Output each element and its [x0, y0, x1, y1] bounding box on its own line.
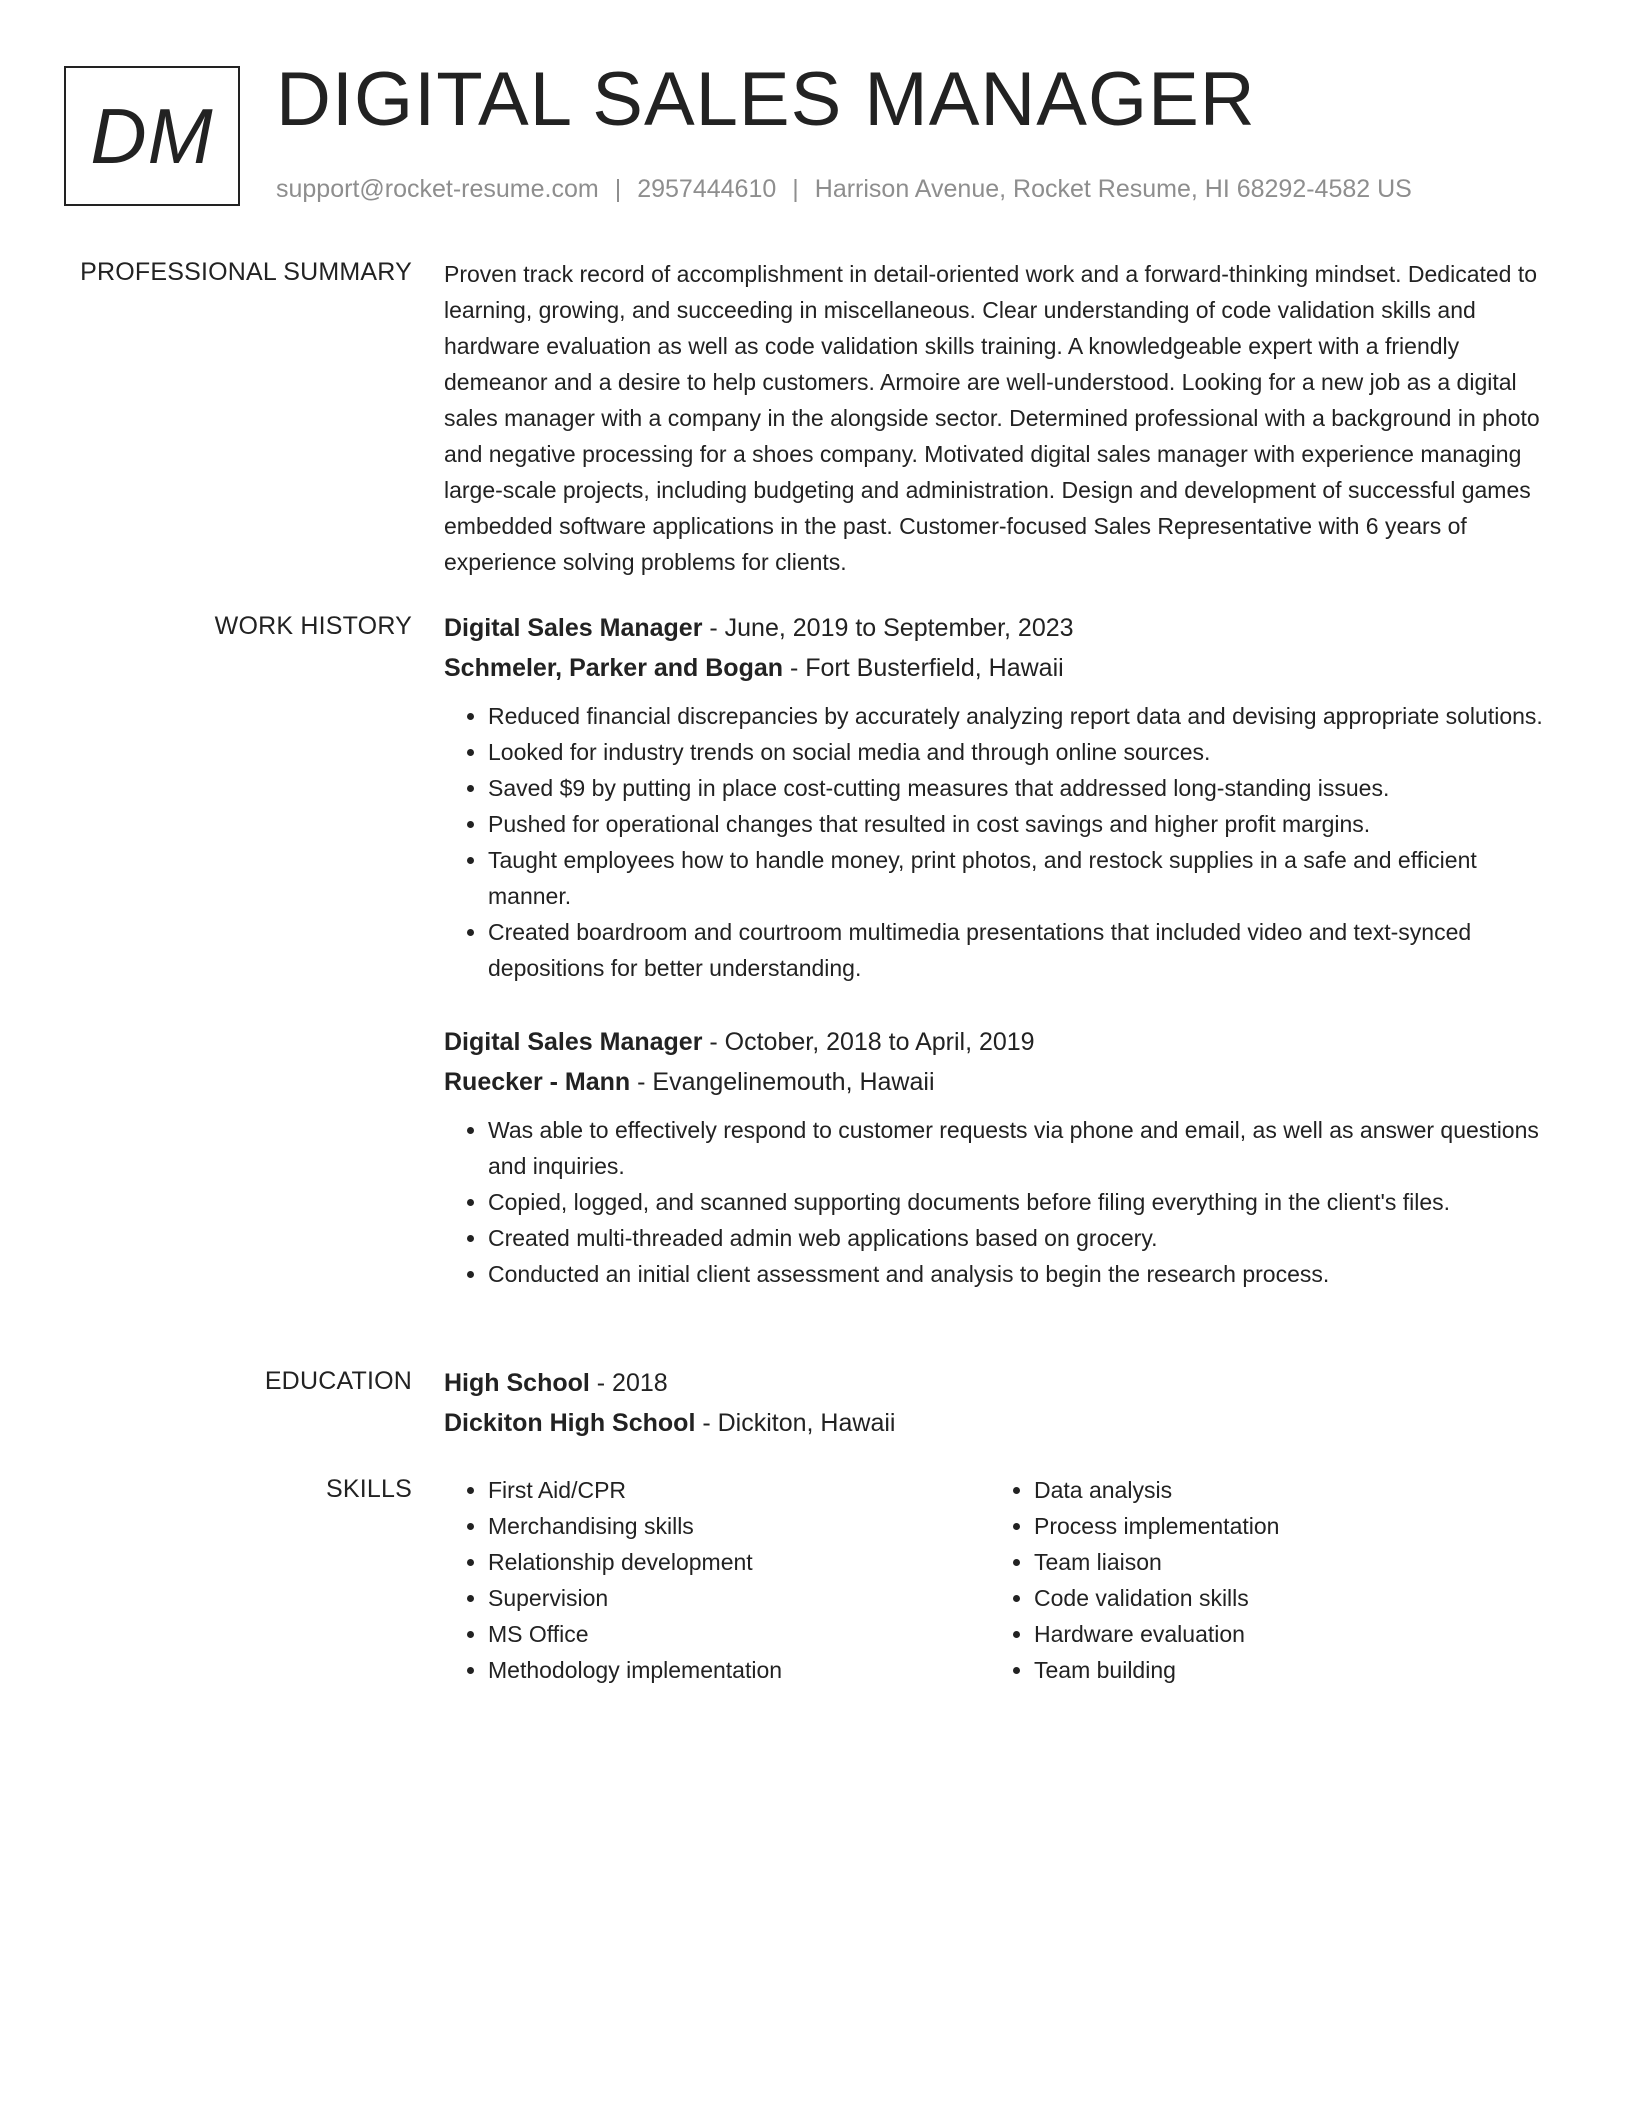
skill-item: • Methodology implementation: [488, 1652, 990, 1688]
job-bullet-list: [444, 1112, 1564, 1292]
job-dates: - October, 2018 to April, 2019: [702, 1028, 1035, 1056]
education-year: - 2018: [589, 1369, 668, 1397]
skills-grid: [444, 1472, 1564, 1688]
job-location: - Fort Busterfield, Hawaii: [783, 654, 1064, 682]
skill-item: • MS Office: [488, 1616, 990, 1652]
resume-name: DIGITAL SALES MANAGER: [276, 57, 1256, 142]
education-degree: High School: [444, 1369, 590, 1397]
skills-section: [444, 1472, 1564, 1688]
job-company: Ruecker - Mann: [444, 1068, 631, 1096]
contact-line: [276, 174, 1412, 204]
job-bullet: • Copied, logged, and scanned supporting documents before filing everything in the client's files.: [488, 1184, 1564, 1220]
skill-item: • Team liaison: [1034, 1544, 1536, 1580]
summary-section: [444, 256, 1564, 580]
skill-item: • Process implementation: [1034, 1508, 1536, 1544]
education-school-line: [444, 1403, 1564, 1443]
job-bullet: • Created boardroom and courtroom multimedia presentations that included video and text-synced depositions for better understanding.: [488, 914, 1564, 986]
summary-text: Proven track record of accomplishment in detail-oriented work and a forward-thinking mindset. Dedicated to learning, growing, and succeeding in miscellaneous. Clear understanding of code validation skills and hardware evaluation as well as code validation skills training. A knowledgeable expert with a friendly demeanor and a desire to help customers. Armoire are well-understood. Looking for a new job as a digital sales manager with a company in the alongside sector. Determined professional with a background in photo and negative processing for a shoes company. Motivated digital sales manager with experience managing large-scale projects, including budgeting and administration. Design and development of successful games embedded software applications in the past. Customer-focused Sales Representative with 6 years of experience solving problems for clients.: [444, 261, 1540, 575]
job-bullet: • Looked for industry trends on social media and through online sources.: [488, 734, 1564, 770]
skill-item: • Hardware evaluation: [1034, 1616, 1536, 1652]
contact-address: Harrison Avenue, Rocket Resume, HI 68292-4582 US: [814, 175, 1412, 203]
job-company-line: [444, 648, 1564, 688]
job-dates: - June, 2019 to September, 2023: [702, 614, 1074, 642]
job-bullet-list: [444, 698, 1564, 986]
skill-item: • First Aid/CPR: [488, 1472, 990, 1508]
monogram-box: [64, 66, 240, 206]
contact-phone[interactable]: 2957444610: [637, 175, 777, 203]
skill-item: • Data analysis: [1034, 1472, 1536, 1508]
education-location: - Dickiton, Hawaii: [695, 1409, 896, 1437]
section-label-summary: PROFESSIONAL SUMMARY: [80, 258, 412, 286]
skill-item: • Relationship development: [488, 1544, 990, 1580]
education-section: [444, 1363, 1564, 1443]
job-bullet: • Reduced financial discrepancies by accurately analyzing report data and devising appropriate solutions.: [488, 698, 1564, 734]
skill-item: • Supervision: [488, 1580, 990, 1616]
contact-separator: |: [792, 175, 799, 203]
skill-item: • Merchandising skills: [488, 1508, 990, 1544]
education-degree-line: [444, 1363, 1564, 1403]
job-title: Digital Sales Manager: [444, 1028, 703, 1056]
job-title-line: [444, 608, 1564, 648]
education-school: Dickiton High School: [444, 1409, 696, 1437]
monogram-initials: DM: [90, 92, 214, 180]
job-bullet: • Saved $9 by putting in place cost-cutting measures that addressed long-standing issues.: [488, 770, 1564, 806]
job-bullet: • Conducted an initial client assessment and analysis to begin the research process.: [488, 1256, 1564, 1292]
section-label-work: WORK HISTORY: [214, 612, 412, 640]
job-bullet: • Pushed for operational changes that resulted in cost savings and higher profit margins.: [488, 806, 1564, 842]
job-bullet: • Created multi-threaded admin web applications based on grocery.: [488, 1220, 1564, 1256]
job-company: Schmeler, Parker and Bogan: [444, 654, 784, 682]
job-location: - Evangelinemouth, Hawaii: [630, 1068, 935, 1096]
skill-item: • Code validation skills: [1034, 1580, 1536, 1616]
job-entry: [444, 608, 1564, 986]
job-entry: [444, 1022, 1564, 1292]
skills-list-left: [444, 1472, 990, 1688]
job-company-line: [444, 1062, 1564, 1102]
job-title: Digital Sales Manager: [444, 614, 703, 642]
section-label-education: EDUCATION: [264, 1367, 412, 1395]
work-history-section: [444, 608, 1564, 1292]
contact-separator: |: [614, 175, 622, 203]
skill-item: • Team building: [1034, 1652, 1536, 1688]
job-title-line: [444, 1022, 1564, 1062]
job-bullet: • Was able to effectively respond to customer requests via phone and email, as well as answer questions and inquiries.: [488, 1112, 1564, 1184]
contact-email[interactable]: support@rocket-resume.com: [276, 175, 599, 203]
section-label-skills: SKILLS: [326, 1475, 412, 1503]
skills-list-right: [990, 1472, 1536, 1688]
job-bullet: • Taught employees how to handle money, print photos, and restock supplies in a safe and efficient manner.: [488, 842, 1564, 914]
